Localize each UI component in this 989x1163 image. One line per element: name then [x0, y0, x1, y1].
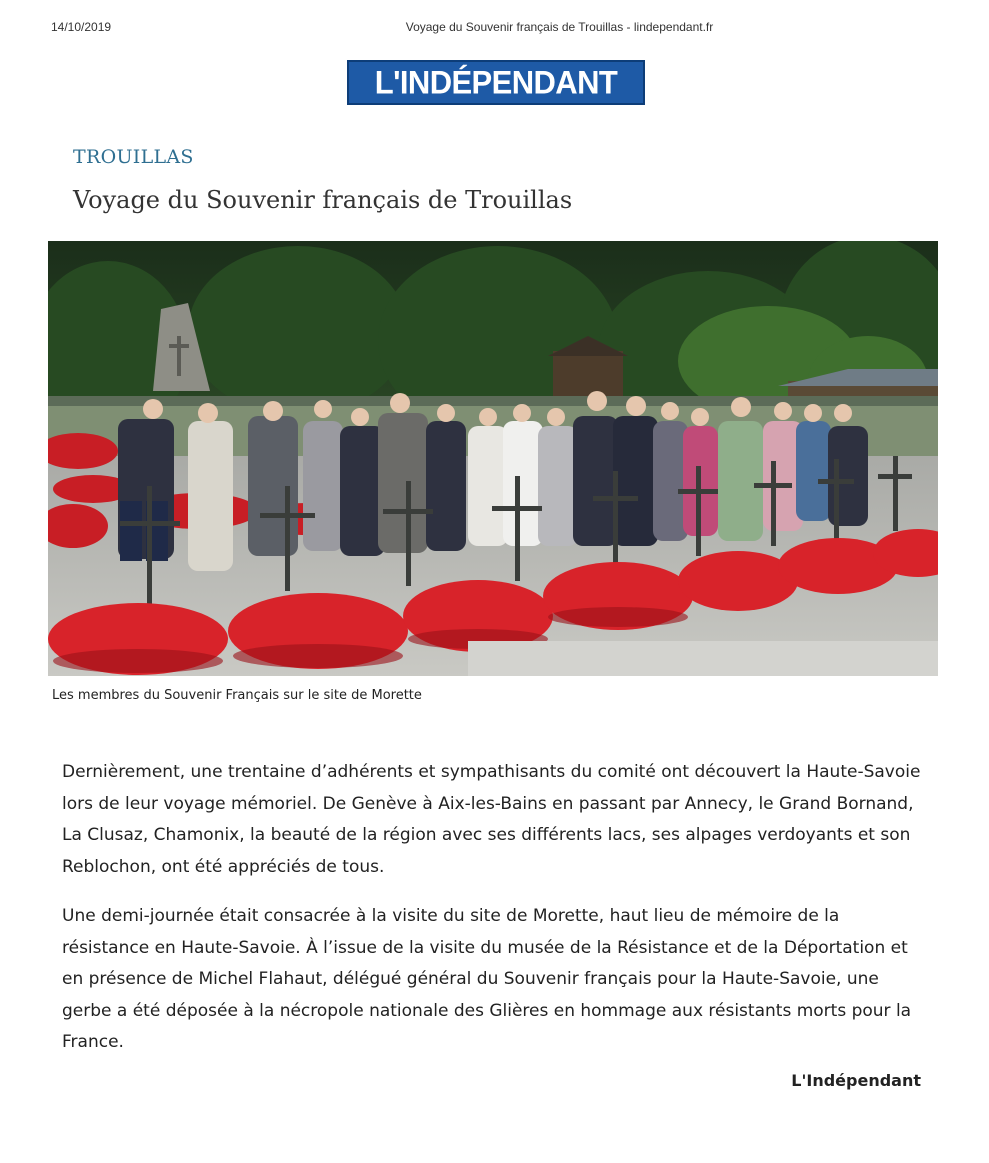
article-body	[62, 757, 922, 1077]
newspaper-logo[interactable]	[347, 60, 645, 105]
article-signature: L'Indépendant	[791, 1071, 921, 1090]
article-title: Voyage du Souvenir français de Trouillas	[73, 186, 573, 214]
print-page-title	[0, 20, 989, 34]
article-category[interactable]: TROUILLAS	[73, 146, 194, 168]
article-photo	[48, 241, 938, 676]
group-photo-illustration	[48, 241, 938, 676]
print-page-title-text: Voyage du Souvenir français de Trouillas - lindependant.fr	[405, 20, 714, 34]
logo-text: L'INDÉPENDANT	[374, 64, 618, 101]
print-date: 14/10/2019	[51, 20, 112, 34]
photo-caption: Les membres du Souvenir Français sur le site de Morette	[52, 688, 422, 703]
article-paragraph: Dernièrement, une trentaine d’adhérents et sympathisants du comité ont découvert la Haute-Savoie lors de leur voyage mémoriel. De Genève à Aix-les-Bains en passant par Annecy, le Grand Bornand, La Clusaz, Chamonix, la beauté de la région avec ses différents lacs, ses alpages verdoyants et son Reblochon, ont été appréciés de tous.	[62, 762, 921, 877]
article-paragraph: Une demi-journée était consacrée à la visite du site de Morette, haut lieu de mémoire de la résistance en Haute-Savoie. À l’issue de la visite du musée de la Résistance et de la Déportation et en présence de Michel Flahaut, délégué général du Souvenir français pour la Haute-Savoie, une gerbe a été déposée à la nécropole nationale des Glières en hommage aux résistants morts pour la France.	[62, 906, 912, 1052]
